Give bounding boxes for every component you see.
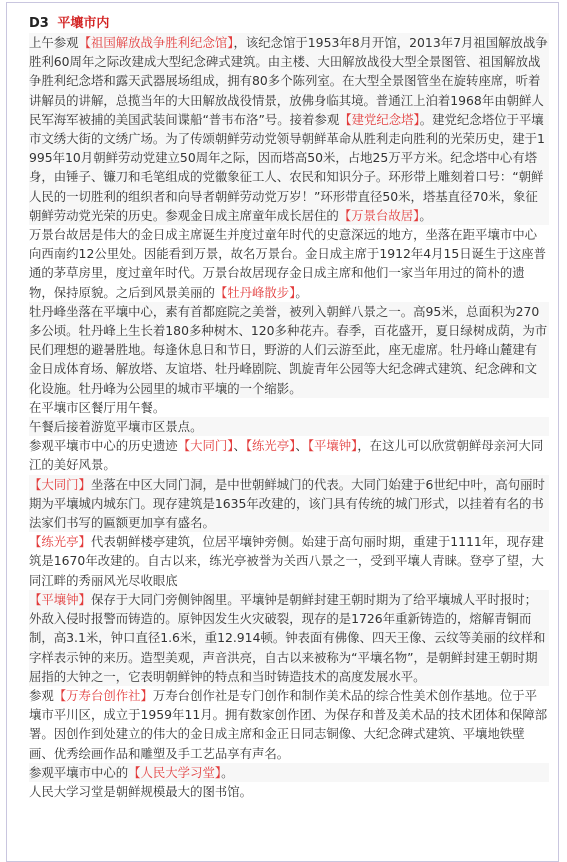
paragraph-text: 参观平壤市中心的历史遗迹 <box>29 438 178 454</box>
paragraph-text: 万寿台创作社是专门创作和制作美术品的综合性美术创作基地。位于平壤市平川区，成立于1959年11月。拥有数家创作团、为保存和普及美术品的技术团体和保障部署。因创作到处建立的伟大的金日成主席和金正日同志铜像、大纪念碑式建筑、平壤地铁壁画、优秀绘画作品和雕塑及手工艺品享有声名。 <box>29 687 548 761</box>
paragraph-text: 参观平壤市中心的 <box>29 764 129 780</box>
paragraph-text: ，在这儿可以欣赏朝鲜母亲河大同江的美好风景。 <box>29 438 544 473</box>
paragraph-text: 代表朝鲜楼亭建筑，位居平壤钟旁侧。始建于高句丽时期，重建于1111年，现存建筑是1670年改建的。自古以来，练光亭被誉为关西八景之一，受到平壤人青睐。登亭了望，大同江畔的秀丽风光尽收眼底 <box>29 534 544 588</box>
attraction-name: 【万景台故居】 <box>338 207 420 223</box>
paragraph-text: ，该纪念馆于1953年8月开馆，2013年7月祖国解放战争胜利60周年之际改建成大型纪念碑式建筑。由主楼、大田解放战役大型全景图管、祖国解放战争胜利纪念塔和露天武器展场组成，拥有80多个陈列室。在大型全景图管坐在旋转座席，听着讲解员的讲解，总揽当年的大田解放战役情景，放佛身临其境。普通江上泊着1968年由朝鲜人民军海军被捕的美国武装间谍船“普韦布洛”号。接着参观 <box>29 35 548 127</box>
attraction-name: 【练光亭】 <box>29 534 91 550</box>
paragraph-text: 坐落在中区大同门洞，是中世朝鲜城门的代表。大同门始建于6世纪中叶，高句丽时期为平壤城内城东门。现存建筑是1635年改建的，该门具有传统的城门形式，以挂着有名的书法家们书写的匾额更加享有盛名。 <box>29 476 545 531</box>
paragraph <box>29 33 549 225</box>
paragraph-text: 午餐后接着游览平壤市区景点。 <box>29 419 203 435</box>
paragraph-text: 在平壤市区餐厅用午餐。 <box>29 399 166 415</box>
paragraph <box>29 398 549 417</box>
paragraph <box>29 225 549 302</box>
paragraph <box>29 590 549 686</box>
attraction-name: 【大同门】 <box>29 476 91 492</box>
itinerary-paragraphs <box>29 33 549 801</box>
paragraph-text: 保存于大同门旁侧钟阁里。平壤钟是朝鲜封建王朝时期为了给平壤城人平时报时；外敌入侵时报警而铸造的。原钟因发生火灾破裂，现存的是1726年重新铸造的，熔解青铜而制，高3.1米，钟口直径1.6米，重12.914顿。钟表面有佛像、四天王像、云纹等美丽的纹样和字样表示钟的来历。造型美观，声音洪亮，自古以来被称为“平壤名物”，是朝鲜封建王朝时期屈指的大钟之一，它表明朝鲜钟的特点和当时铸造技术的高度发展水平。 <box>29 591 546 684</box>
paragraph-text: 牡丹峰坐落在平壤中心，素有首都庭院之美誉，被列入朝鲜八景之一。高95米，总面积为270多公顷。牡丹峰上生长着180多种树木、120多种花卉。春季，百花盛开，夏日绿树成荫，为市民们理想的避暑胜地。每逢休息日和节日，野游的人们云游至此，座无虚席。牡丹峰山麓建有金日成体育场、解放塔、友谊塔、牡丹峰剧院、凯旋青年公园等大纪念碑式建筑、纪念碑和文化设施。牡丹峰为公园里的城市平壤的一个缩影。 <box>29 303 548 396</box>
paragraph-text: 人民大学习堂是朝鲜规模最大的图书馆。 <box>29 783 253 799</box>
paragraph <box>29 436 549 474</box>
paragraph-text: 、 <box>295 438 308 454</box>
paragraph-text: 。建党纪念塔位于平壤市文绣大街的文绣广场。为了传颂朝鲜劳动党领导朝鲜革命从胜利走向胜利的光荣历史，建于1995年10月朝鲜劳动党建立50周年之际，因而塔高50米，占地25万平方米。纪念塔中心有塔身，由锤子、镰刀和毛笔组成的党徽象征工人、农民和知识分子。环形带上雕刻着口号：“朝鲜人民的一切胜利的组织者和向导者朝鲜劳动党万岁！”环形带直径50米，塔基直径70米，象征朝鲜劳动党光荣的历史。参观金日成主席童年成长居住的 <box>29 111 545 223</box>
day-title: 平壤市内 <box>57 16 110 31</box>
attraction-name: 【练光亭】 <box>245 438 296 454</box>
attraction-name: 【平壤钟】 <box>29 591 91 607</box>
attraction-name: 【大同门】 <box>177 438 234 454</box>
paragraph <box>29 532 549 590</box>
attraction-name: 【万寿台创作社】 <box>53 687 153 703</box>
paragraph <box>29 686 549 763</box>
attraction-name: 【牡丹峰散步】 <box>214 284 296 300</box>
itinerary-card <box>6 2 559 862</box>
paragraph <box>29 475 549 533</box>
paragraph <box>29 302 549 398</box>
attraction-name: 【平壤钟】 <box>307 438 358 454</box>
paragraph <box>29 417 549 436</box>
day-number: D3 <box>29 16 49 31</box>
day-heading <box>29 15 549 33</box>
paragraph-text: 。 <box>221 764 234 780</box>
paragraph <box>29 782 549 801</box>
paragraph-text: 上午参观 <box>29 35 79 50</box>
paragraph-text: 。 <box>295 284 308 300</box>
paragraph-text: 。 <box>419 207 432 223</box>
attraction-name: 【祖国解放战争胜利纪念馆】 <box>78 35 234 50</box>
paragraph-text: 参观 <box>29 687 54 703</box>
paragraph-text: 、 <box>233 438 246 454</box>
attraction-name: 【建党纪念塔】 <box>339 111 420 127</box>
paragraph-text: 万景台故居是伟大的金日成主席诞生并度过童年时代的史意深远的地方，坐落在距平壤市中心向西南约12公里处。因能看到万景，故名万景台。金日成主席于1912年4月15日诞生于这座普通的茅草房里，度过童年时代。万景台故居现存金日成主席和他们一家当年用过的简朴的遗物，保持原貌。之后到风景美丽的 <box>29 227 547 300</box>
attraction-name: 【人民大学习堂】 <box>128 764 222 780</box>
itinerary-content <box>29 15 549 801</box>
paragraph <box>29 763 549 782</box>
